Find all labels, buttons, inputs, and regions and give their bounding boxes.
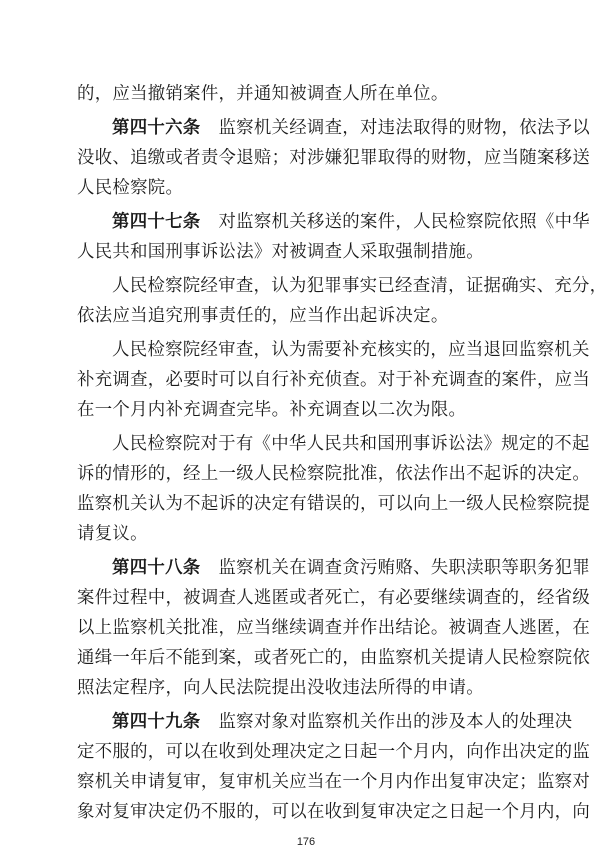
body-line: 请复议。 (77, 524, 148, 544)
body-line: 人民检察院经审查，认为需要补充核实的，应当退回监察机关 (112, 340, 590, 360)
body-line: 依法应当追究刑事责任的，应当作出起诉决定。 (77, 306, 449, 326)
body-line: 人民检察院。 (77, 178, 184, 198)
body-line: 补充调查，必要时可以自行补充侦查。对于补充调查的案件，应当 (77, 370, 591, 390)
article-line: 第四十六条 监察机关经调查，对违法取得的财物，依法予以 (112, 118, 590, 138)
body-line: 诉的情形的，经上一级人民检察院批准，依法作出不起诉的决定。 (77, 464, 591, 484)
article-heading: 第四十八条 (112, 558, 201, 578)
body-line: 象对复审决定仍不服的，可以在收到复审决定之日起一个月内，向 (77, 802, 591, 822)
article-line: 第四十八条 监察机关在调查贪污贿赂、失职渎职等职务犯罪 (112, 558, 590, 578)
body-line: 在一个月内补充调查完毕。补充调查以二次为限。 (77, 400, 467, 420)
body-line: 人民检察院对于有《中华人民共和国刑事诉讼法》规定的不起 (112, 434, 590, 454)
body-line: 没收、追缴或者责令退赔；对涉嫌犯罪取得的财物，应当随案移送 (77, 148, 591, 168)
article-line: 第四十九条 监察对象对监察机关作出的涉及本人的处理决 (112, 712, 573, 732)
article-heading: 第四十七条 (112, 212, 201, 232)
body-line: 的，应当撤销案件，并通知被调查人所在单位。 (77, 84, 449, 104)
article-heading: 第四十六条 (112, 118, 201, 138)
page-number: 176 (296, 836, 316, 848)
article-line: 第四十七条 对监察机关移送的案件，人民检察院依照《中华 (112, 212, 590, 232)
body-line: 人民共和国刑事诉讼法》对被调查人采取强制措施。 (77, 242, 484, 262)
body-line: 人民检察院经审查，认为犯罪事实已经查清，证据确实、充分， (112, 276, 608, 296)
body-line: 定不服的，可以在收到处理决定之日起一个月内，向作出决定的监 (77, 742, 591, 762)
body-line: 以上监察机关批准，应当继续调查并作出结论。被调查人逃匿，在 (77, 618, 591, 638)
article-heading: 第四十九条 (112, 712, 201, 732)
body-line: 察机关申请复审，复审机关应当在一个月内作出复审决定；监察对 (77, 772, 591, 792)
body-line: 通缉一年后不能到案，或者死亡的，由监察机关提请人民检察院依 (77, 648, 591, 668)
body-line: 照法定程序，向人民法院提出没收违法所得的申请。 (77, 678, 484, 698)
body-line: 案件过程中，被调查人逃匿或者死亡，有必要继续调查的，经省级 (77, 588, 591, 608)
body-line: 监察机关认为不起诉的决定有错误的，可以向上一级人民检察院提 (77, 494, 591, 514)
